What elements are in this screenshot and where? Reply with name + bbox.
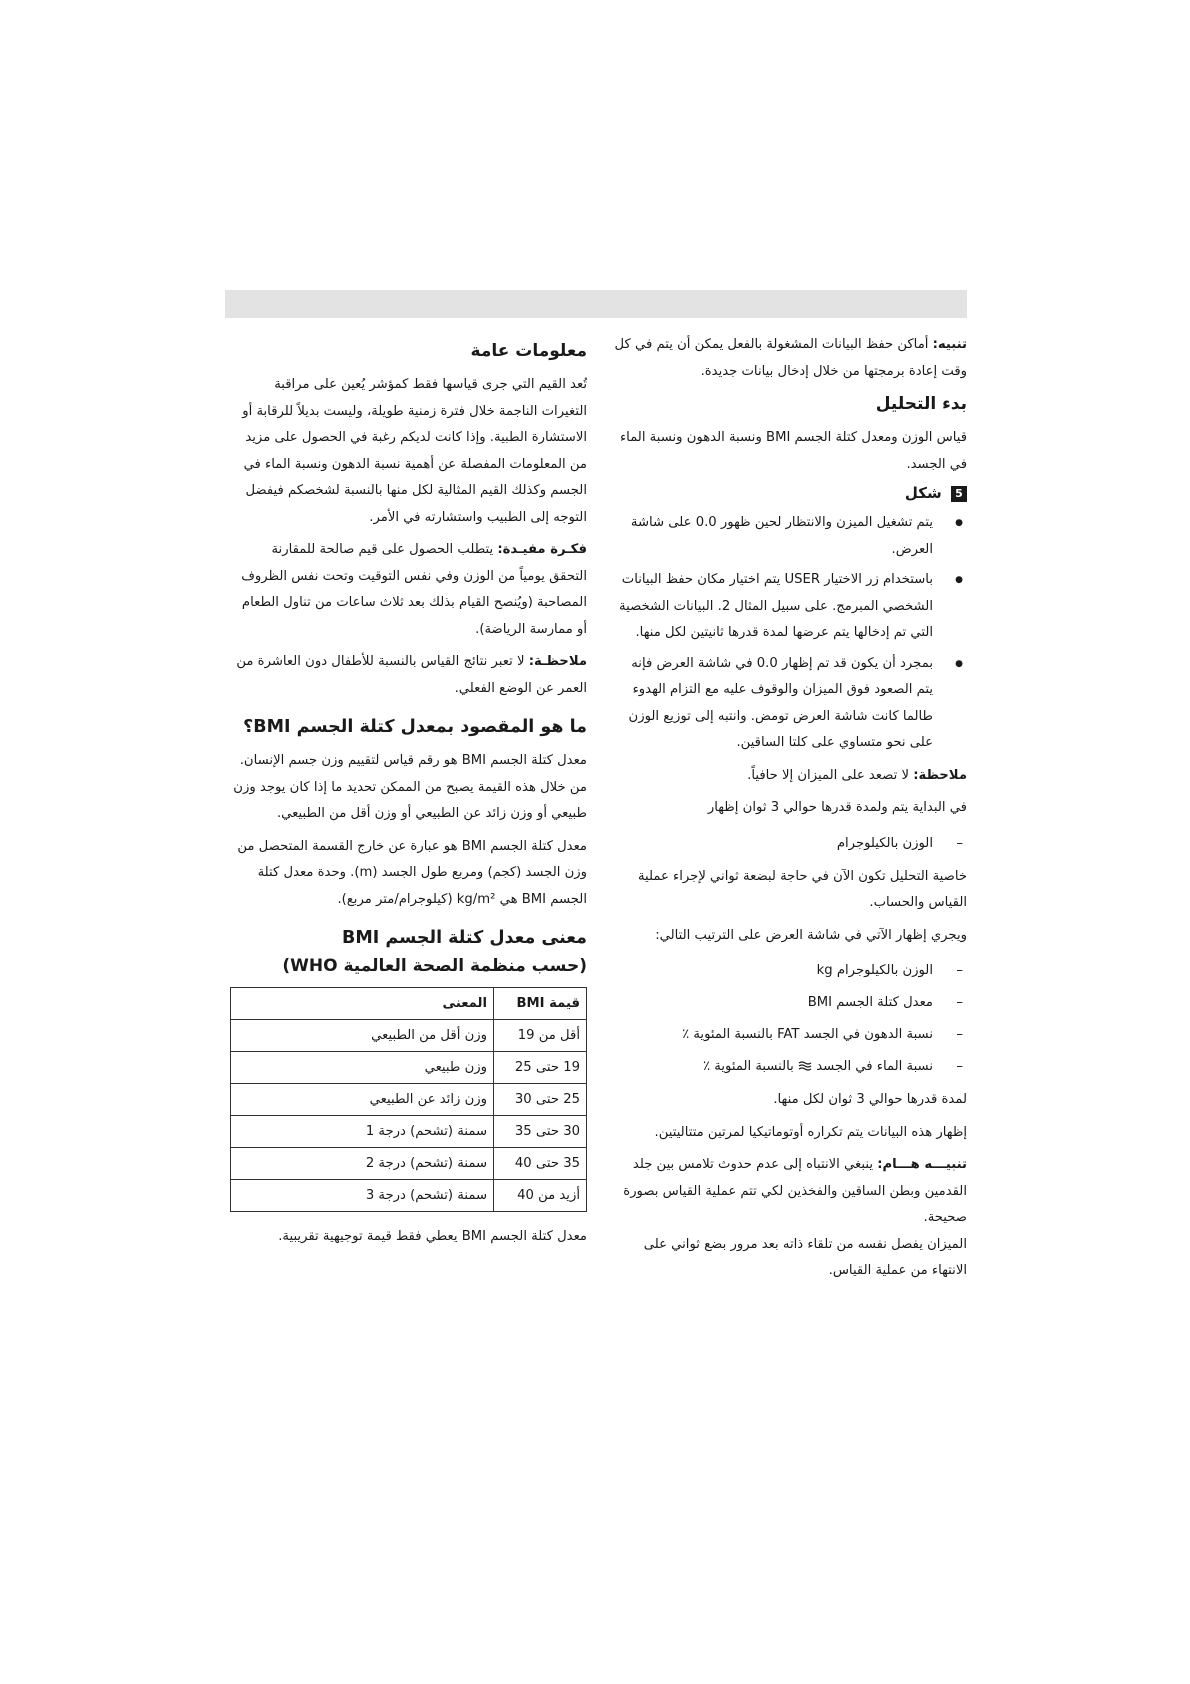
display-list <box>612 955 967 1083</box>
list-item: ● يتم تشغيل الميزن والانتظار لحين ظهور 0.0 على شاشة العرض. <box>612 510 967 563</box>
list-item: – نسبة الدهون في الجسد FAT بالنسبة المئوية ٪ <box>612 1019 967 1051</box>
table-header-meaning: المعنى <box>231 988 494 1020</box>
meaning-heading: معنى معدل كتلة الجسم BMI <box>342 928 587 948</box>
steps-list <box>612 510 967 757</box>
tip-label: فكـرة مفيـدة: <box>497 542 587 557</box>
table-cell: 25 حتى 30 <box>494 1084 587 1116</box>
analysis-feature: خاصية التحليل تكون الآن في حاجة لبضعة ثواني لإجراء عملية القياس والحساب. <box>637 868 967 910</box>
right-column <box>612 332 967 1291</box>
list-item: ● باستخدام زر الاختيار USER يتم اختيار مكان حفظ البيانات الشخصي المبرمج. على سبيل المثال 2. البيانات الشخصية التي تم إدخالها يتم عرضها لمدة قدرها ثانيتين لكل منها. <box>612 567 967 647</box>
table-header-row <box>231 988 587 1020</box>
table-cell: أقل من 19 <box>494 1020 587 1052</box>
repeat-text: إظهار هذه البيانات يتم تكراره أوتوماتيكيا لمرتين متتاليتين. <box>654 1124 967 1140</box>
table-cell: وزن طبيعي <box>231 1052 494 1084</box>
table-cell: 30 حتى 35 <box>494 1116 587 1148</box>
bmi-heading: ما هو المقصود بمعدل كتلة الجسم BMI؟ <box>243 717 587 737</box>
left-column <box>230 332 587 1257</box>
start-text: في البداية يتم ولمدة قدرها حوالي 3 ثوان إظهار <box>707 800 967 815</box>
closing-text: معدل كتلة الجسم BMI يعطي فقط قيمة توجيهية تقريبية. <box>278 1229 587 1244</box>
important-warning <box>612 1152 967 1232</box>
warning-label: تنبيه: <box>932 337 967 352</box>
header-bar <box>225 290 967 318</box>
analysis-intro: قياس الوزن ومعدل كتلة الجسم BMI ونسبة الدهون ونسبة الماء في الجسد. <box>619 430 967 472</box>
note-text: لا تصعد على الميزان إلا حافياً. <box>747 767 909 783</box>
table-header-bmi: قيمة BMI <box>494 988 587 1020</box>
list-item: – الوزن بالكيلوجرام kg <box>612 955 967 987</box>
note-label: ملاحظـة: <box>528 654 587 669</box>
important-warning-label: تنبيـــه هـــام: <box>877 1157 967 1172</box>
table-cell: سمنة (تشحم) درجة 3 <box>231 1180 494 1212</box>
table-row <box>231 1020 587 1052</box>
important-warning-text: ينبغي الانتباه إلى عدم حدوث تلامس بين جلد القدمين وبطن الساقين والفخذين لكي تتم عملية القياس بصورة صحيحة. <box>623 1157 967 1225</box>
list-item <box>612 1051 967 1083</box>
analysis-heading: بدء التحليل <box>875 394 967 414</box>
table-row <box>231 1084 587 1116</box>
table-row <box>231 1116 587 1148</box>
meaning-subheading: (حسب منظمة الصحة العالمية WHO) <box>282 956 587 976</box>
water-label: نسبة الماء في الجسد <box>816 1059 933 1074</box>
table-row <box>231 1148 587 1180</box>
list-item: – الوزن بالكيلوجرام <box>612 828 967 860</box>
figure-reference <box>612 484 967 502</box>
figure-label: شكل <box>904 484 942 502</box>
note-text: لا تعبر نتائج القياس بالنسبة للأطفال دون العاشرة من العمر عن الوضع الفعلي. <box>236 654 587 696</box>
bmi-paragraph-2: معدل كتلة الجسم BMI هو عبارة عن خارج القسمة المتحصل من وزن الجسد (كجم) ومربع طول الجسد (m). وحدة معدل كتلة الجسم BMI هي kg/m² (كيلوجرام/متر مربع). <box>237 838 587 907</box>
tip-text: يتطلب الحصول على قيم صالحة للمقارنة التحقق يومياً من الوزن وفي نفس التوقيت وتحت نفس الظروف المصاحبة (ويُنصح القيام بذلك بعد ثلاث ساعات من تناول الطعام أو ممارسة الرياضة). <box>241 542 587 637</box>
warning-text: أماكن حفظ البيانات المشغولة بالفعل يمكن أن يتم في كل وقت إعادة برمجتها من خلال إدخال بيانات جديدة. <box>614 337 967 379</box>
auto-off-text: الميزان يفصل نفسه من تلقاء ذاته بعد مرور بضع ثواني على الانتهاء من عملية القياس. <box>643 1236 967 1278</box>
each-duration: لمدة قدرها حوالي 3 ثوان لكل منها. <box>773 1092 967 1107</box>
general-text: تُعد القيم التي جرى قياسها فقط كمؤشر يُعين على مراقبة التغيرات الناجمة خلال فترة زمنية طويلة، وليست بديلاً للرقابة أو الاستشارة الطبية. وإذا كانت لديكم رغبة في الحصول على مزيد من المعلومات المفصلة عن أهمية نسبة الدهون ونسبة الماء في الجسم وكذلك القيم المثالية لكل منها بالنسبة لشخصكم فيفضل التوجه إلى الطبيب واستشارته في الأمر. <box>242 377 587 525</box>
list-item: – معدل كتلة الجسم BMI <box>612 987 967 1019</box>
table-cell: أزيد من 40 <box>494 1180 587 1212</box>
note-label: ملاحظة: <box>913 767 967 783</box>
table-row <box>231 1052 587 1084</box>
bmi-table <box>230 987 587 1212</box>
general-heading: معلومات عامة <box>470 341 587 361</box>
table-cell: سمنة (تشحم) درجة 2 <box>231 1148 494 1180</box>
start-list <box>612 828 967 860</box>
table-cell: سمنة (تشحم) درجة 1 <box>231 1116 494 1148</box>
note-paragraph <box>230 649 587 702</box>
display-order-intro: ويجري إظهار الآتي في شاشة العرض على الترتيب التالي: <box>655 927 967 943</box>
table-cell: وزن أقل من الطبيعي <box>231 1020 494 1052</box>
bmi-paragraph-1: معدل كتلة الجسم BMI هو رقم قياس لتقييم وزن جسم الإنسان. من خلال هذه القيمة يصبح من الممكن تحديد ما إذا كان يوجد وزن طبيعي أو وزن زائد عن الطبيعي أو وزن أقل من الطبيعي. <box>233 753 587 821</box>
list-item: ● بمجرد أن يكون قد تم إظهار 0.0 في شاشة العرض فإنه يتم الصعود فوق الميزان والوقوف عليه مع التزام الهدوء طالما كانت شاشة العرض تومض. وانتبه إلى توزيع الوزن على نحو متساوي على كلتا الساقين. <box>612 651 967 757</box>
water-wave-icon <box>798 1060 812 1072</box>
water-percent: بالنسبة المئوية ٪ <box>703 1059 794 1074</box>
table-cell: 19 حتى 25 <box>494 1052 587 1084</box>
table-cell: وزن زائد عن الطبيعي <box>231 1084 494 1116</box>
tip-paragraph <box>230 537 587 643</box>
table-cell: 35 حتى 40 <box>494 1148 587 1180</box>
warning-paragraph <box>612 332 967 385</box>
figure-number: 5 <box>951 486 967 502</box>
note-paragraph <box>612 763 967 790</box>
table-row <box>231 1180 587 1212</box>
